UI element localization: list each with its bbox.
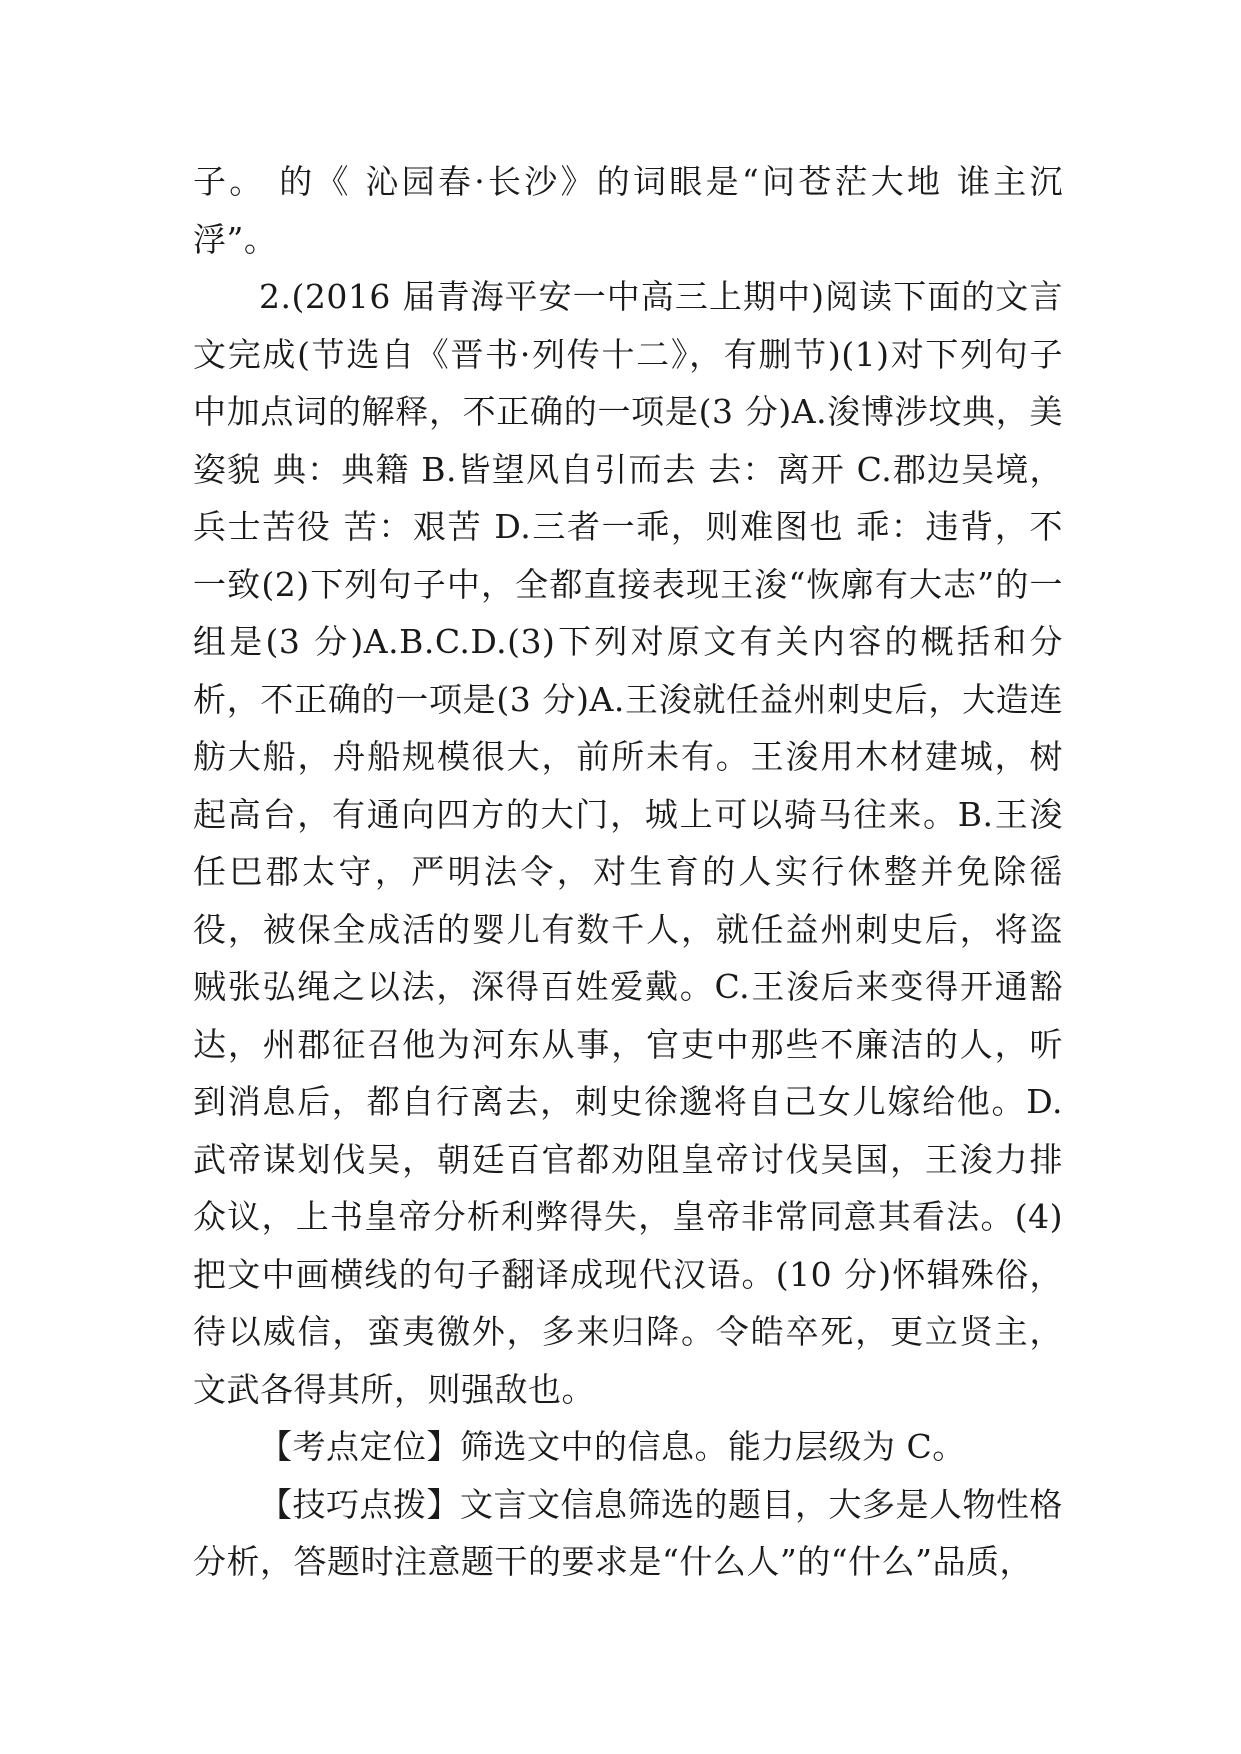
document-body (193, 153, 1063, 1591)
paragraph-question-2: 2.(2016 届青海平安一中高三上期中)阅读下面的文言文完成(节选自《晋书·列传十二》，有删节)(1)对下列句子中加点词的解释，不正确的一项是(3 分)A.浚博涉坟典，美姿貌 典：典籍 B.皆望风自引而去 去：离开 C.郡边吴境，兵士苦役 苦：艰苦 D.三者一乖，则难图也 乖：违背，不一致(2)下列句子中，全都直接表现王浚“恢廓有大志”的一组是(3 分)A.B.C.D.(3)下列对原文有关内容的概括和分析，不正确的一项是(3 分)A.王浚就任益州刺史后，大造连舫大船，舟船规模很大，前所未有。王浚用木材建城，树起高台，有通向四方的大门，城上可以骑马往来。B.王浚任巴郡太守，严明法令，对生育的人实行休整并免除徭役，被保全成活的婴儿有数千人，就任益州刺史后，将盗贼张弘绳之以法，深得百姓爱戴。C.王浚后来变得开通豁达，州郡征召他为河东从事，官吏中那些不廉洁的人，听到消息后，都自行离去，刺史徐邈将自己女儿嫁给他。D.武帝谋划伐吴，朝廷百官都劝阻皇帝讨伐吴国，王浚力排众议，上书皇帝分析利弊得失，皇帝非常同意其看法。(4)把文中画横线的句子翻译成现代汉语。(10 分)怀辑殊俗，待以威信，蛮夷徼外，多来归降。令皓卒死，更立贤主，文武各得其所，则强敌也。 (193, 277, 1063, 1409)
paragraph-technique-tip: 【技巧点拨】文言文信息筛选的题目，大多是人物性格分析，答题时注意题干的要求是“什么人”的“什么”品质， (193, 1484, 1063, 1581)
paragraph-exam-point: 【考点定位】筛选文中的信息。能力层级为 C。 (259, 1427, 966, 1466)
paragraph-continuation: 子。 的《 沁园春·长沙》的词眼是“问苍茫大地 谁主沉浮”。 (193, 162, 1063, 259)
